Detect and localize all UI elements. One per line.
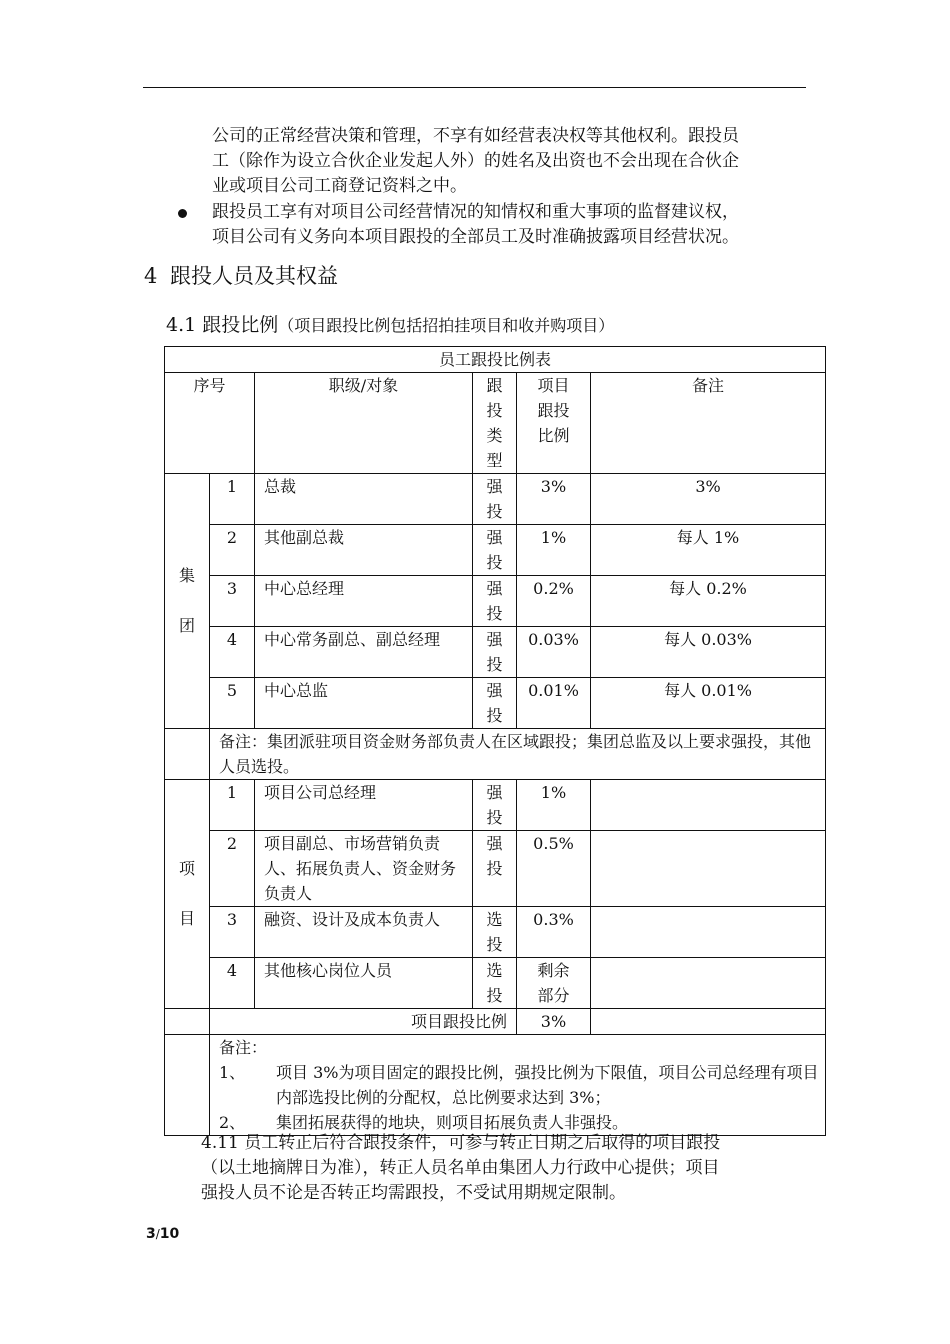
row-remark: 每人 0.03% [591, 627, 826, 678]
row-ratio: 0.01% [517, 678, 591, 729]
total-value: 3% [517, 1009, 591, 1035]
header-ratio-text: 项目跟投比例 [537, 376, 570, 445]
row-num: 5 [210, 678, 255, 729]
header-rule [143, 87, 806, 88]
row-name [255, 831, 473, 907]
page-total: 10 [159, 1226, 180, 1242]
row-type [473, 958, 517, 1009]
row-name: 总裁 [255, 474, 473, 525]
row-num: 3 [210, 907, 255, 958]
row-num: 4 [210, 627, 255, 678]
row-type [473, 831, 517, 907]
paragraph-411-line: （以土地摘牌日为准），转正人员名单由集团人力行政中心提供；项目 [201, 1158, 720, 1178]
row-name: 其他核心岗位人员 [255, 958, 473, 1009]
page-number [146, 1226, 179, 1242]
header-seq: 序号 [165, 373, 255, 474]
table-caption: 员工跟投比例表 [165, 347, 826, 373]
row-name: 其他副总裁 [255, 525, 473, 576]
row-remark [591, 780, 826, 831]
row-type-text: 强投 [486, 528, 503, 572]
bullet-line: 跟投员工享有对项目公司经营情况的知情权和重大事项的监督建议权， [212, 202, 739, 222]
subsection-note: （项目跟投比例包括招拍挂项目和收并购项目） [278, 316, 615, 335]
row-type-text: 强投 [486, 783, 503, 827]
row-type-text: 强投 [486, 834, 503, 878]
row-name-text: 融资、设计及成本负责人 [264, 910, 441, 929]
row-name: 中心总经理 [255, 576, 473, 627]
total-label: 项目跟投比例 [210, 1009, 517, 1035]
row-num: 2 [210, 831, 255, 907]
row-name-text: 中心常务副总、副总经理 [264, 630, 441, 649]
header-remark: 备注 [591, 373, 826, 474]
row-ratio-text: 剩余部分 [537, 961, 570, 1005]
row-type [473, 907, 517, 958]
bottom-note-num: 2、 [219, 1113, 246, 1132]
row-type [473, 627, 517, 678]
row-name-text: 项目副总、市场营销负责人、拓展负责人、资金财务负责人 [264, 834, 457, 903]
row-type [473, 576, 517, 627]
row-remark: 3% [591, 474, 826, 525]
row-ratio: 0.2% [517, 576, 591, 627]
row-type-text: 强投 [486, 681, 503, 725]
row-remark: 每人 1% [591, 525, 826, 576]
row-type-text: 强投 [486, 477, 503, 521]
row-type [473, 780, 517, 831]
row-ratio: 0.5% [517, 831, 591, 907]
row-type [473, 474, 517, 525]
subsection-title: 4.1 跟投比例 [166, 314, 279, 336]
group-label: 集团 [179, 566, 196, 635]
row-remark [591, 831, 826, 907]
ratio-table [164, 346, 826, 1136]
row-ratio [517, 958, 591, 1009]
group-label-cell [165, 474, 210, 729]
bottom-note-text: 项目 3%为项目固定的跟投比例，强投比例为下限值，项目公司总经理有项目内部选投比例的分配权，总比例要求达到 3%； [276, 1063, 819, 1107]
row-remark [591, 958, 826, 1009]
row-type [473, 678, 517, 729]
bottom-note-text: 集团拓展获得的地块，则项目拓展负责人非强投。 [276, 1113, 629, 1132]
empty-cell [165, 1009, 210, 1035]
bullet-line: 项目公司有义务向本项目跟投的全部员工及时准确披露项目经营状况。 [212, 227, 739, 247]
row-name: 项目公司总经理 [255, 780, 473, 831]
header-type [473, 373, 517, 474]
row-ratio: 1% [517, 525, 591, 576]
bullet-icon [178, 209, 187, 218]
section-4-1-heading [166, 310, 614, 337]
bottom-note-item [219, 1060, 825, 1110]
row-type [473, 525, 517, 576]
row-remark: 每人 0.2% [591, 576, 826, 627]
header-level: 职级/对象 [255, 373, 473, 474]
row-ratio: 1% [517, 780, 591, 831]
row-num: 2 [210, 525, 255, 576]
row-ratio: 0.03% [517, 627, 591, 678]
row-num: 3 [210, 576, 255, 627]
project-label-cell [165, 780, 210, 1009]
row-name [255, 907, 473, 958]
paragraph-411-line: 4.11 员工转正后符合跟投条件，可参与转正日期之后取得的项目跟投 [201, 1133, 721, 1153]
row-type-text: 强投 [486, 630, 503, 674]
paragraph-line: 工（除作为设立合伙企业发起人外）的姓名及出资也不会出现在合伙企 [212, 151, 739, 171]
row-num: 4 [210, 958, 255, 1009]
paragraph-411-line: 强投人员不论是否转正均需跟投，不受试用期规定限制。 [201, 1183, 626, 1203]
group-note-text: 备注：集团派驻项目资金财务部负责人在区域跟投；集团总监及以上要求强投，其他人员选投。 [219, 732, 812, 776]
project-label: 项目 [179, 859, 196, 928]
row-ratio: 0.3% [517, 907, 591, 958]
page-current: 3 [146, 1226, 156, 1242]
bottom-note-title: 备注： [219, 1038, 268, 1057]
row-name: 中心总监 [255, 678, 473, 729]
row-num: 1 [210, 474, 255, 525]
header-ratio [517, 373, 591, 474]
row-type-text: 选投 [486, 910, 503, 954]
empty-cell [165, 729, 210, 780]
total-remark [591, 1009, 826, 1035]
paragraph-line: 公司的正常经营决策和管理，不享有如经营表决权等其他权利。跟投员 [212, 126, 739, 146]
header-type-text: 跟投类型 [486, 376, 503, 470]
bottom-note-num: 1、 [219, 1063, 246, 1082]
row-ratio: 3% [517, 474, 591, 525]
row-type-text: 选投 [486, 961, 503, 1005]
row-remark: 每人 0.01% [591, 678, 826, 729]
section-number: 4 [144, 264, 158, 288]
bottom-note [210, 1035, 826, 1136]
row-name [255, 627, 473, 678]
section-title: 跟投人员及其权益 [170, 264, 338, 288]
group-note [210, 729, 826, 780]
page-separator: / [155, 1227, 160, 1241]
row-remark [591, 907, 826, 958]
row-num: 1 [210, 780, 255, 831]
row-type-text: 强投 [486, 579, 503, 623]
section-4-heading [144, 260, 338, 290]
empty-cell [165, 1035, 210, 1136]
paragraph-line: 业或项目公司工商登记资料之中。 [212, 176, 467, 196]
